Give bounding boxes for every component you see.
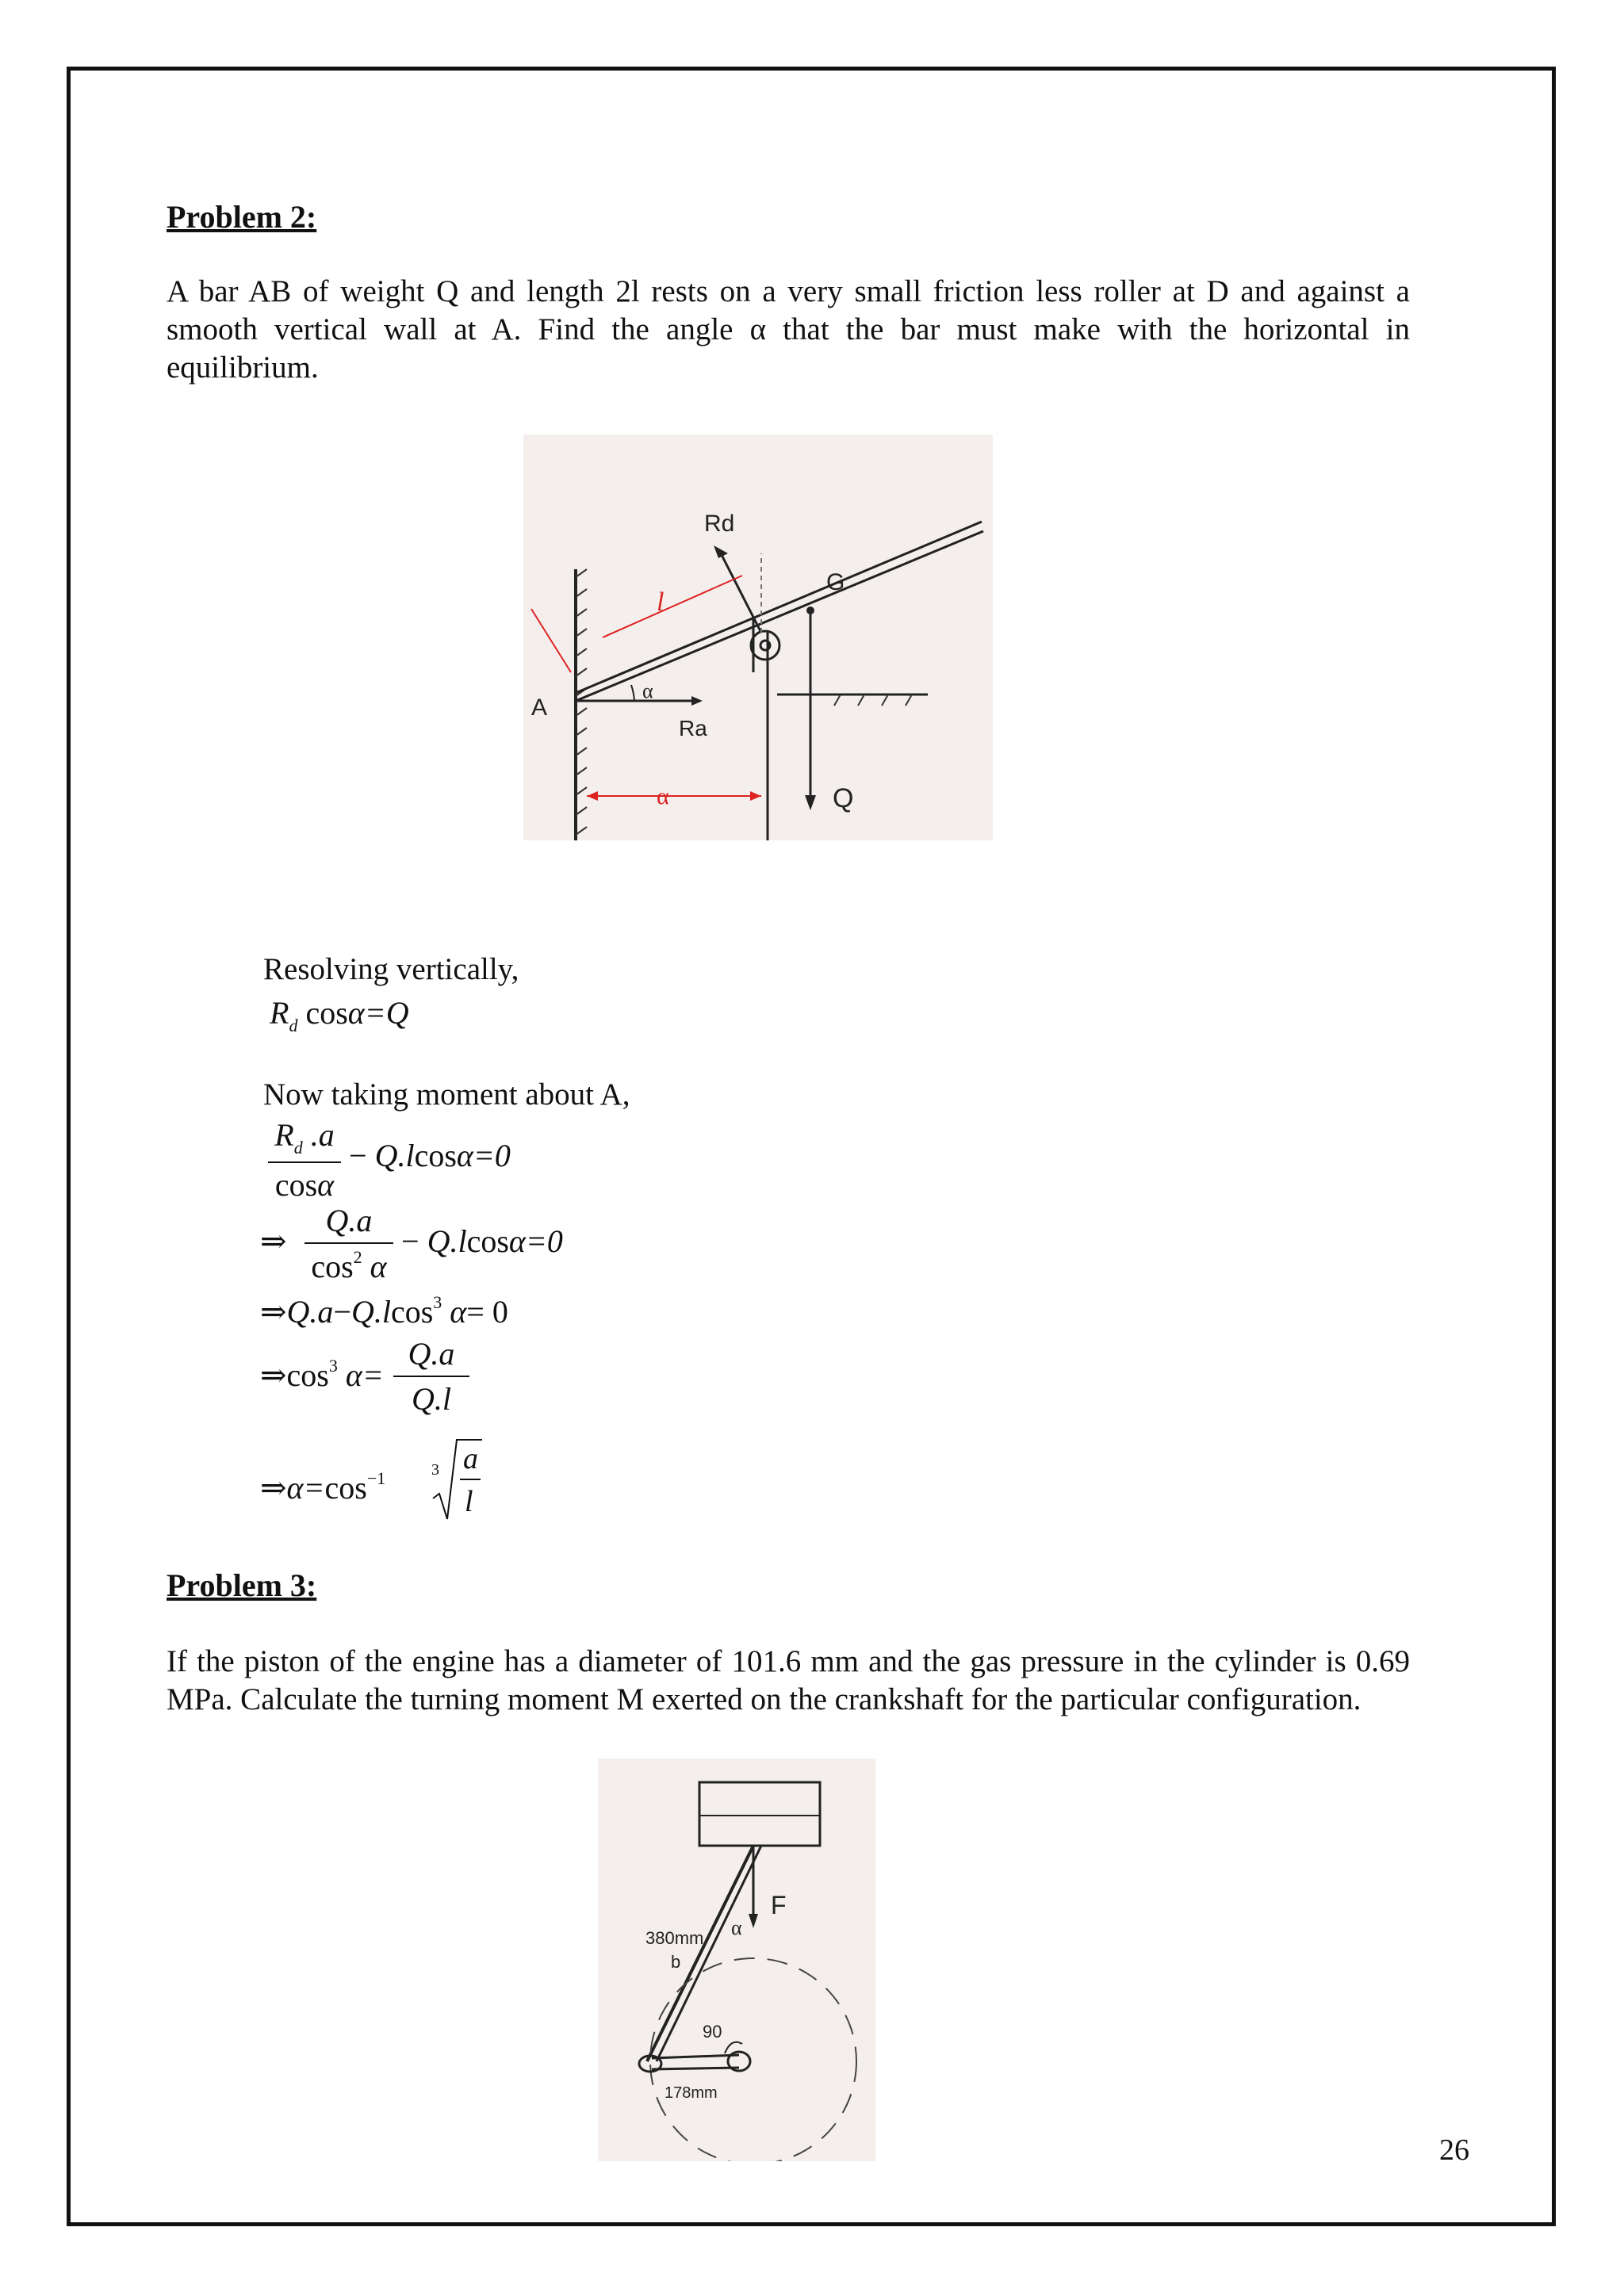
equation-substituted-remainder: − Q.lcosα=0 [401, 1223, 563, 1259]
ra-arrowhead [691, 696, 703, 706]
a-dim-arrow-right [750, 791, 761, 801]
moment-about-a-text: Now taking moment about A, [263, 1077, 630, 1112]
equation-cubic: ⇒Q.a−Q.lcos$^3$ α= 0 [260, 1292, 508, 1330]
label-l: l [657, 587, 665, 617]
weight-arrowhead [805, 795, 816, 810]
label-q: Q [833, 783, 854, 813]
label-b: b [671, 1952, 681, 1972]
problem-2-heading: Problem 2: [167, 199, 317, 235]
crank-circle [650, 1958, 856, 2161]
equation-alpha-result: $\Rightarrow\alpha=\cos^{-1}$ [260, 1468, 386, 1506]
resolving-vertically-text: Resolving vertically, [263, 952, 519, 986]
label-ra: Ra [679, 716, 707, 740]
centroid-dot [806, 607, 814, 614]
svg-text:l: l [465, 1485, 473, 1518]
crank-arm-top [652, 2055, 739, 2058]
piston-crank-figure [598, 1758, 875, 2161]
force-arrowhead [749, 1914, 758, 1928]
label-alpha: α [731, 1916, 742, 1939]
problem-3-statement: If the piston of the engine has a diameter of 101.6 mm and the gas pressure in the cylinder is 0.69 MPa. Calculate the turning moment M exerted on the crankshaft for the particular configuration. [167, 1644, 1410, 1716]
label-angle: 90 [703, 2022, 722, 2042]
a-dim-arrow-left [587, 791, 598, 801]
bar-roller-sketch [523, 434, 993, 840]
label-rd: Rd [704, 511, 735, 537]
page-number: 26 [1439, 2133, 1469, 2167]
equation-cos-cubed-lhs: $\Rightarrow\cos^3$ α= [260, 1356, 384, 1393]
rd-arrow [720, 552, 761, 633]
alpha-arc [631, 685, 634, 701]
cube-root-expression [428, 1435, 484, 1522]
equation-vertical-balance: $R_d$ cosα=Q [270, 995, 409, 1035]
equation-cos-cubed-fraction: Q.a Q.l [393, 1335, 469, 1418]
l-dimension-line [603, 576, 742, 637]
ledge-hatching [834, 695, 912, 706]
equation-moment-remainder: − Q.lcosα=0 [349, 1138, 511, 1173]
connecting-rod-left [647, 1846, 753, 2061]
equation-moment-fraction: $R_d$ .a cosα [268, 1116, 341, 1203]
svg-text:3: 3 [431, 1461, 439, 1479]
problem-2-statement: A bar AB of weight Q and length 2l rests on a very small friction less roller at D and against a smooth vertical wall at A. Find the angle α that the bar must make with the horizontal in equilibrium. [167, 274, 1410, 385]
svg-text:a: a [463, 1442, 478, 1475]
label-crank-length: 178mm [665, 2084, 718, 2102]
problem-3-heading: Problem 3: [167, 1567, 317, 1603]
implies-symbol-1: ⇒ [260, 1223, 287, 1259]
label-g: G [826, 569, 845, 595]
piston-crank-sketch [598, 1758, 875, 2161]
label-a: A [531, 695, 548, 721]
l-extension-line [531, 609, 571, 672]
rd-arrowhead [714, 545, 728, 558]
label-alpha-angle: α [642, 679, 653, 702]
label-alpha-distance: α [657, 783, 669, 809]
crank-arm-bottom [652, 2068, 739, 2069]
equation-substituted-fraction: Q.a $\cos^2 \alpha$ [304, 1202, 393, 1285]
label-f: F [771, 1891, 787, 1919]
bar-roller-figure [523, 434, 993, 840]
roller-circle [751, 631, 779, 660]
label-rod-length: 380mm [645, 1928, 704, 1948]
bar-lower-edge [576, 531, 983, 701]
bar-upper-edge [576, 522, 982, 693]
piston [699, 1782, 820, 1846]
